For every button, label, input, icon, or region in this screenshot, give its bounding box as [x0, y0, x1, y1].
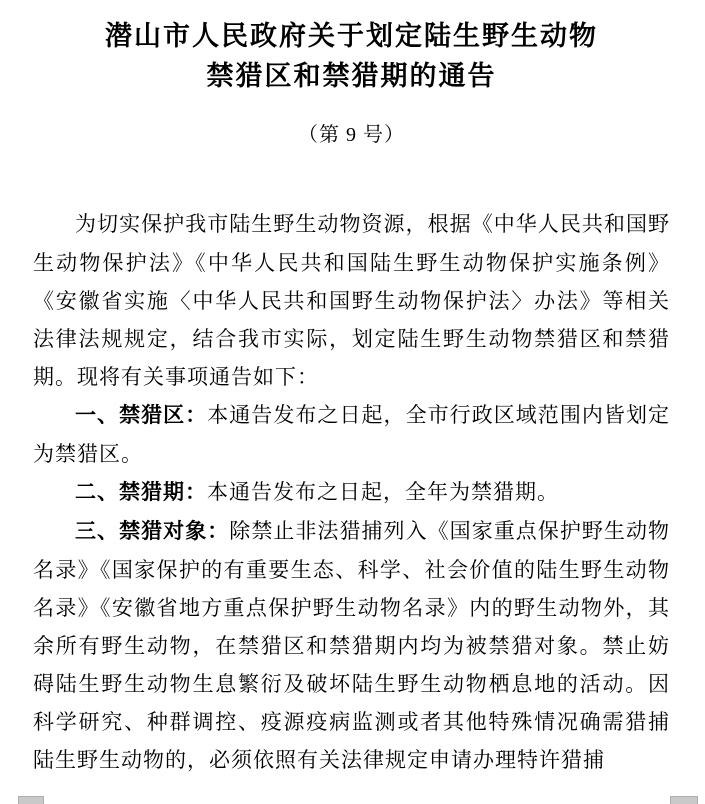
paragraph-text: 本通告发布之日起，全市行政区域范围内皆划定为禁猎区。: [33, 403, 671, 466]
paragraph-protected-targets: [33, 512, 670, 779]
document-number: （第 9 号）: [298, 124, 405, 146]
paragraph-lead: 一、禁猎区：: [75, 404, 208, 427]
paragraph-intro: [33, 205, 670, 396]
paragraph-no-hunting-zone: [33, 396, 670, 473]
document-title-line2: 禁猎区和禁猎期的通告: [206, 61, 497, 91]
paragraph-text: 除禁止非法猎捕列入《国家重点保护野生动物名录》《国家保护的有重要生态、科学、社会价值的陆生野生动物名录》《安徽省地方重点保护野生动物名录》内的野生动物外，其余所有野生动物，在禁猎区和禁猎期内均为被禁猎对象。禁止妨碍陆生野生动物生息繁衍及破坏陆生野生动物栖息地的活动。因科学研究、种群调控、疫源疫病监测或者其他特殊情况确需猎捕陆生野生动物的，必须依照有关法律规定申请办理特许猎捕: [33, 519, 671, 772]
document-title: [33, 16, 670, 96]
paragraph-text: 为切实保护我市陆生野生动物资源，根据《中华人民共和国野生动物保护法》《中华人民共和国陆生野生动物保护实施条例》《安徽省实施〈中华人民共和国野生动物保护法〉办法》等相关法律法规规定，结合我市实际，划定陆生野生动物禁猎区和禁猎期。现将有关事项通告如下：: [33, 212, 670, 389]
document-body: [33, 205, 670, 779]
paragraph-lead: 二、禁猎期：: [75, 481, 207, 504]
bottom-right-button-fragment[interactable]: [670, 796, 698, 804]
bottom-left-button-fragment[interactable]: [18, 796, 44, 804]
document-title-line1: 潜山市人民政府关于划定陆生野生动物: [105, 21, 598, 51]
paragraph-no-hunting-period: [33, 473, 670, 512]
paragraph-text: 本通告发布之日起，全年为禁猎期。: [207, 480, 559, 504]
paragraph-lead: 三、禁猎对象：: [75, 520, 230, 543]
